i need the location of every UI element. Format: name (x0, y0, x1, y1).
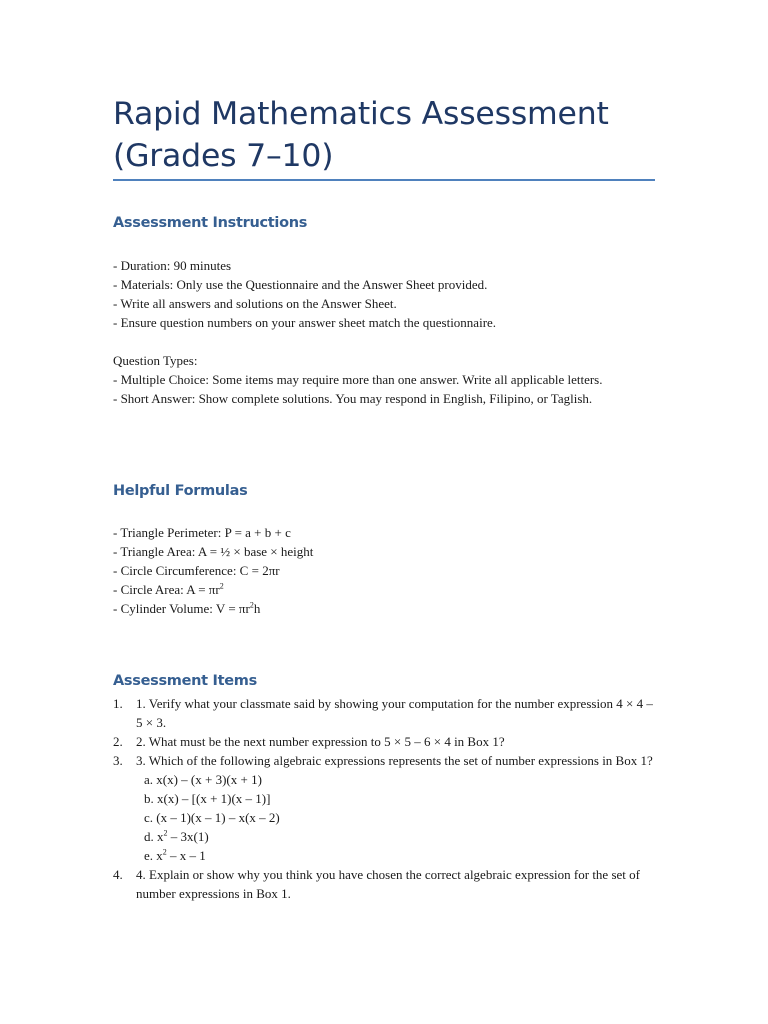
list-item (113, 694, 655, 732)
formulas-section (113, 523, 655, 618)
item-text: 3. Which of the following algebraic expressions represents the set of number expressions in Box 1? (136, 753, 653, 768)
item-text: 1. Verify what your classmate said by showing your computation for the number expression 4 × 4 – 5 × 3. (136, 696, 653, 730)
instruction-line: - Write all answers and solutions on the Answer Sheet. (113, 296, 397, 311)
answer-option: a. x(x) – (x + 3)(x + 1) (144, 772, 262, 787)
answer-option: c. (x – 1)(x – 1) – x(x – 2) (144, 810, 280, 825)
title-divider (113, 179, 655, 181)
formula-line: - Circle Area: $A = \pi r^2$ (113, 581, 224, 597)
instructions-heading: Assessment Instructions (113, 215, 308, 231)
item-text: 2. What must be the next number expression to 5 × 5 – 6 × 4 in Box 1? (136, 734, 505, 749)
formulas-heading: Helpful Formulas (113, 483, 248, 499)
formula-line: - Triangle Perimeter: P = a + b + c (113, 525, 291, 540)
answer-option: d. $x^2 - 3x(1)$ (144, 828, 209, 844)
instruction-line: - Ensure question numbers on your answer sheet match the questionnaire. (113, 315, 497, 330)
assessment-items-list (113, 694, 655, 903)
instructions-section (113, 256, 655, 408)
formula-line: - Circle Circumference: C = 2πr (113, 563, 280, 578)
answer-option: e. $x^2$ – x – 1 (144, 847, 206, 863)
items-heading: Assessment Items (113, 673, 257, 689)
page-title: Rapid Mathematics Assessment (Grades 7–10) (113, 96, 609, 174)
question-type-line: - Multiple Choice: Some items may require more than one answer. Write all applicable letters. (113, 372, 603, 387)
item-number: 2. (113, 734, 123, 749)
list-item (113, 865, 655, 903)
instruction-line: - Duration: 90 minutes (113, 258, 232, 273)
question-types-label: Question Types: (113, 353, 198, 368)
question-type-line: - Short Answer: Show complete solutions. You may respond in English, Filipino, or Taglish. (113, 391, 593, 406)
instruction-line: - Materials: Only use the Questionnaire and the Answer Sheet provided. (113, 277, 488, 292)
answer-option: b. x(x) – [(x + 1)(x – 1)] (144, 791, 271, 806)
item-number: 3. (113, 753, 123, 768)
item-number: 4. (113, 867, 123, 882)
item-number: 1. (113, 696, 123, 711)
list-item (113, 732, 655, 751)
formula-line: - Cylinder Volume: $V = \pi r^2h$ (113, 600, 261, 616)
item-text: 4. Explain or show why you think you have chosen the correct algebraic expression for the set of number expressions in Box 1. (136, 867, 640, 901)
list-item (113, 751, 655, 865)
formula-line: - Triangle Area: A = ½ × base × height (113, 544, 314, 559)
